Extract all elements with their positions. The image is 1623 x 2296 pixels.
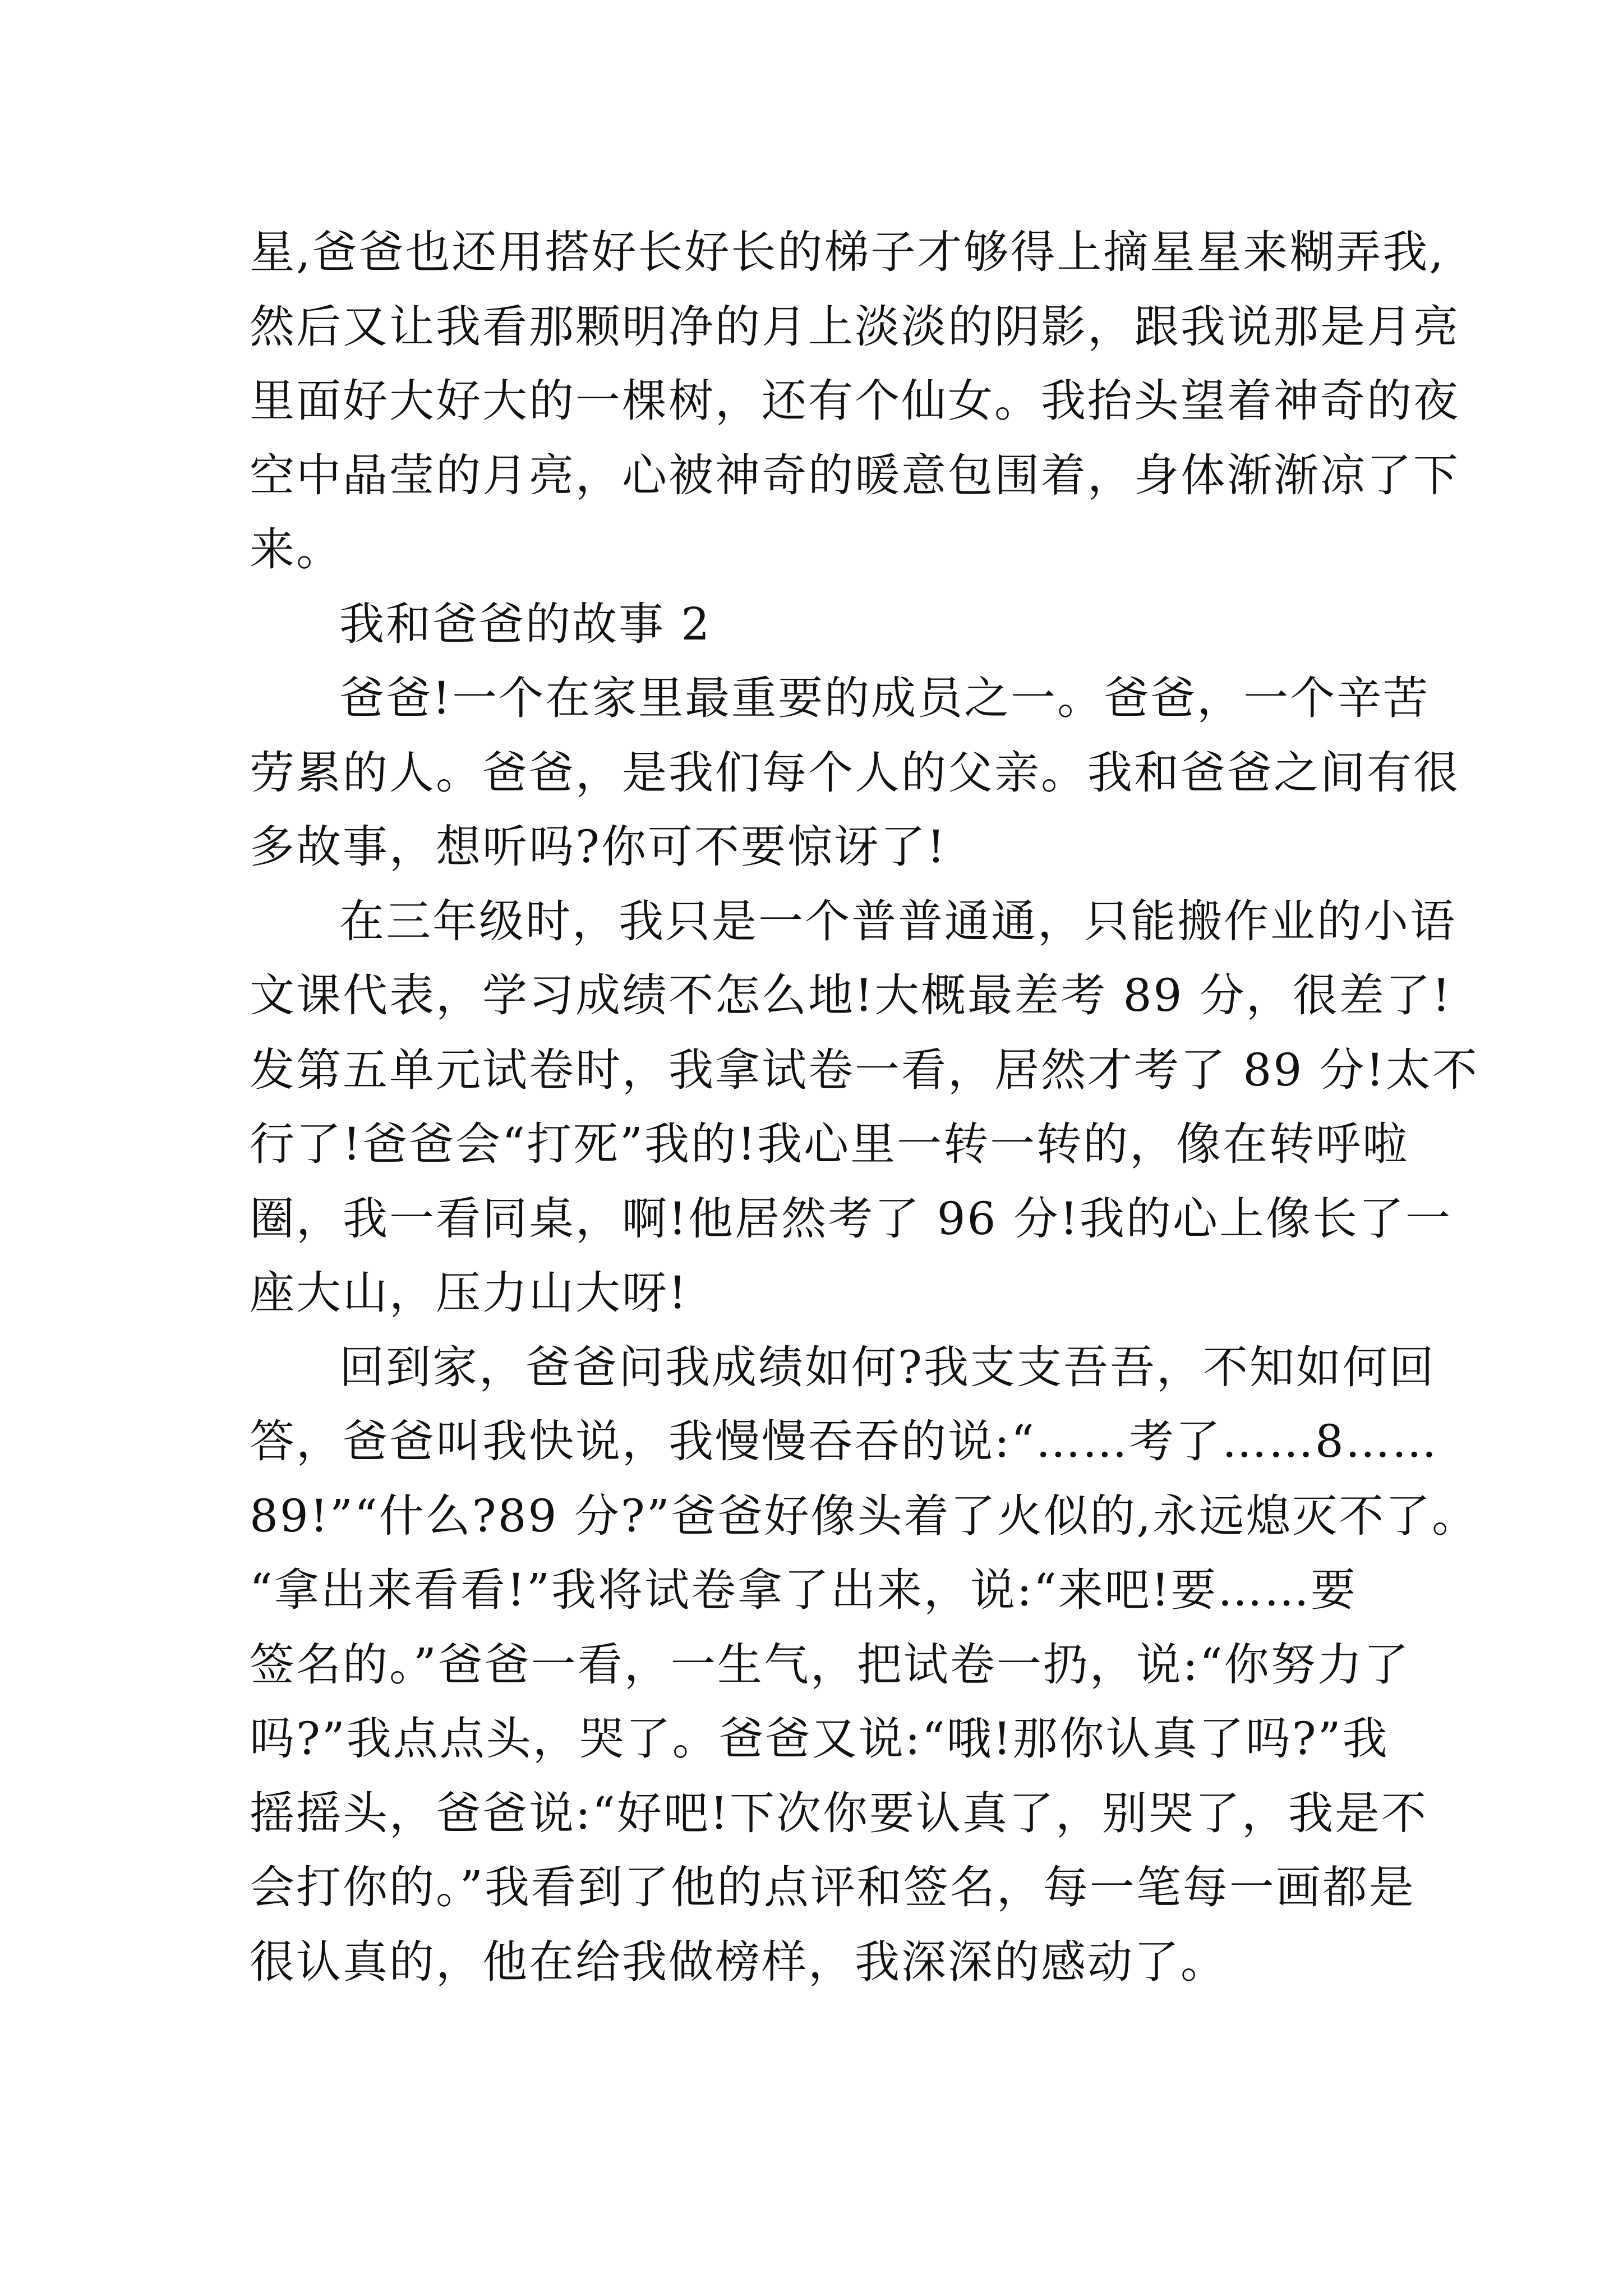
text-line: 文课代表，学习成绩不怎么地!大概最差考 89 分，很差了! bbox=[250, 969, 1452, 1022]
text-line: “拿出来看看!”我将试卷拿了出来，说:“来吧!要……要 bbox=[250, 1564, 1357, 1616]
text-line: 很认真的，他在给我做榜样，我深深的感动了。 bbox=[250, 1936, 1227, 1988]
text-line: 摇摇头，爸爸说:“好吧!下次你要认真了，别哭了，我是不 bbox=[250, 1787, 1428, 1839]
text-line: 然后又让我看那颗明净的月上淡淡的阴影，跟我说那是月亮 bbox=[250, 301, 1460, 353]
text-line: 签名的。”爸爸一看，一生气，把试卷一扔，说:“你努力了 bbox=[250, 1639, 1410, 1691]
text-line: 89!”“什么?89 分?”爸爸好像头着了火似的,永远熄灭不了。 bbox=[250, 1490, 1479, 1542]
text-line: 圈，我一看同桌，啊!他居然考了 96 分!我的心上像长了一 bbox=[250, 1193, 1452, 1245]
text-line: 座大山，压力山大呀! bbox=[250, 1267, 689, 1319]
text-line: 劳累的人。爸爸，是我们每个人的父亲。我和爸爸之间有很 bbox=[250, 747, 1460, 799]
text-line: 发第五单元试卷时，我拿试卷一看，居然才考了 89 分!太不 bbox=[250, 1044, 1479, 1096]
text-line: 回到家，爸爸问我成绩如何?我支支吾吾，不知如何回 bbox=[339, 1341, 1436, 1393]
text-line: 空中晶莹的月亮，心被神奇的暖意包围着，身体渐渐凉了下 bbox=[250, 449, 1460, 501]
text-line: 来。 bbox=[250, 523, 343, 576]
text-line: 多故事，想听吗?你可不要惊讶了! bbox=[250, 821, 947, 873]
section-heading: 我和爸爸的故事 2 bbox=[339, 598, 712, 650]
text-line: 吗?”我点点头，哭了。爸爸又说:“哦!那你认真了吗?”我 bbox=[250, 1713, 1389, 1765]
text-line: 爸爸!一个在家里最重要的成员之一。爸爸，一个辛苦 bbox=[339, 672, 1430, 724]
text-line: 会打你的。”我看到了他的点评和签名，每一笔每一画都是 bbox=[250, 1861, 1415, 1913]
text-line: 里面好大好大的一棵树，还有个仙女。我抬头望着神奇的夜 bbox=[250, 375, 1460, 427]
text-line: 在三年级时，我只是一个普普通通，只能搬作业的小语 bbox=[339, 895, 1456, 947]
text-line: 星,爸爸也还用搭好长好长的梯子才够得上摘星星来糊弄我, bbox=[250, 226, 1445, 278]
text-line: 答，爸爸叫我快说，我慢慢吞吞的说:“……考了……8…… bbox=[250, 1415, 1438, 1467]
text-line: 行了!爸爸会“打死”我的!我心里一转一转的，像在转呼啦 bbox=[250, 1118, 1409, 1170]
